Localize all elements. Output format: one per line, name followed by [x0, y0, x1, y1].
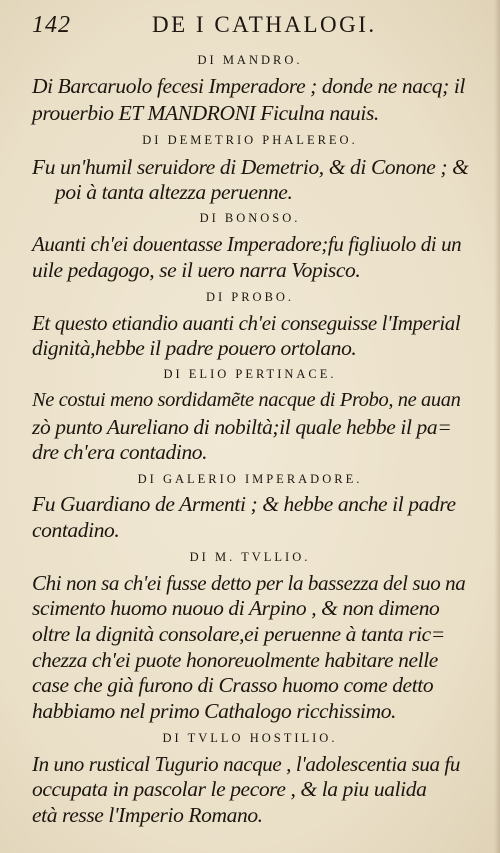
- text-line: prouerbio ET MANDRONI Ficulna nauis.: [32, 101, 379, 125]
- page-number: 142: [32, 12, 71, 38]
- text-line: Fu Guardiano de Armenti ; & hebbe anche il padre: [32, 492, 456, 516]
- text-line: scimento huomo nuouo di Arpino , & non dimeno: [32, 596, 440, 620]
- text-line: Et questo etiandio auanti ch'ei conseguisse l'Imperial: [32, 311, 461, 335]
- section-heading-elio-pertinace: DI ELIO PERTINACE.: [163, 367, 337, 381]
- text-line: oltre la dignità consolare,ei peruenne à tanta ric=: [32, 622, 445, 646]
- section-heading-bonoso: DI BONOSO.: [199, 211, 301, 225]
- text-line: Chi non sa ch'ei fusse detto per la bassezza del suo na: [32, 571, 466, 595]
- running-title: DE I CATHALOGI.: [152, 12, 377, 37]
- page-edge-shadow: [494, 0, 500, 853]
- text-line: habbiamo nel primo Cathalogo ricchissimo.: [32, 699, 397, 723]
- text-line: chezza ch'ei puote honoreuolmente habitare nelle: [32, 648, 438, 672]
- text-line: Ne costui meno sordidamẽte nacque di Probo, ne auan: [32, 389, 461, 411]
- text-line: Auanti ch'ei douentasse Imperadore;fu figliuolo di un: [32, 232, 462, 256]
- section-heading-galerio: DI GALERIO IMPERADORE.: [137, 472, 363, 486]
- section-heading-tullo-hostilio: DI TVLLO HOSTILIO.: [162, 731, 338, 745]
- page-header: [32, 12, 472, 42]
- text-line: dignità,hebbe il padre pouero ortolano.: [32, 336, 357, 360]
- text-line: zò punto Aureliano di nobiltà;il quale hebbe il pa=: [32, 415, 452, 439]
- text-line: poi à tanta altezza peruenne.: [55, 180, 293, 204]
- section-heading-tullio: DI M. TVLLIO.: [189, 550, 311, 564]
- text-line: età resse l'Imperio Romano.: [32, 803, 263, 827]
- text-line: dre ch'era contadino.: [32, 440, 208, 464]
- text-line: Di Barcaruolo fecesi Imperadore ; donde ne nacq; il: [32, 74, 465, 98]
- text-line: occupata in pascolar le pecore , & la piu ualida: [32, 777, 427, 801]
- text-line: Fu un'humil seruidore di Demetrio, & di Conone ; &: [32, 155, 469, 179]
- section-heading-demetrio: DI DEMETRIO PHALEREO.: [142, 133, 358, 147]
- section-heading-probo: DI PROBO.: [205, 290, 295, 304]
- text-line: In uno rustical Tugurio nacque , l'adolescentia sua fu: [32, 752, 460, 776]
- text-line: contadino.: [32, 518, 120, 542]
- text-line: uile pedagogo, se il uero narra Vopisco.: [32, 258, 361, 282]
- text-line: case che già furono di Crasso huomo come detto: [32, 673, 434, 697]
- section-heading-mandro: DI MANDRO.: [197, 53, 303, 67]
